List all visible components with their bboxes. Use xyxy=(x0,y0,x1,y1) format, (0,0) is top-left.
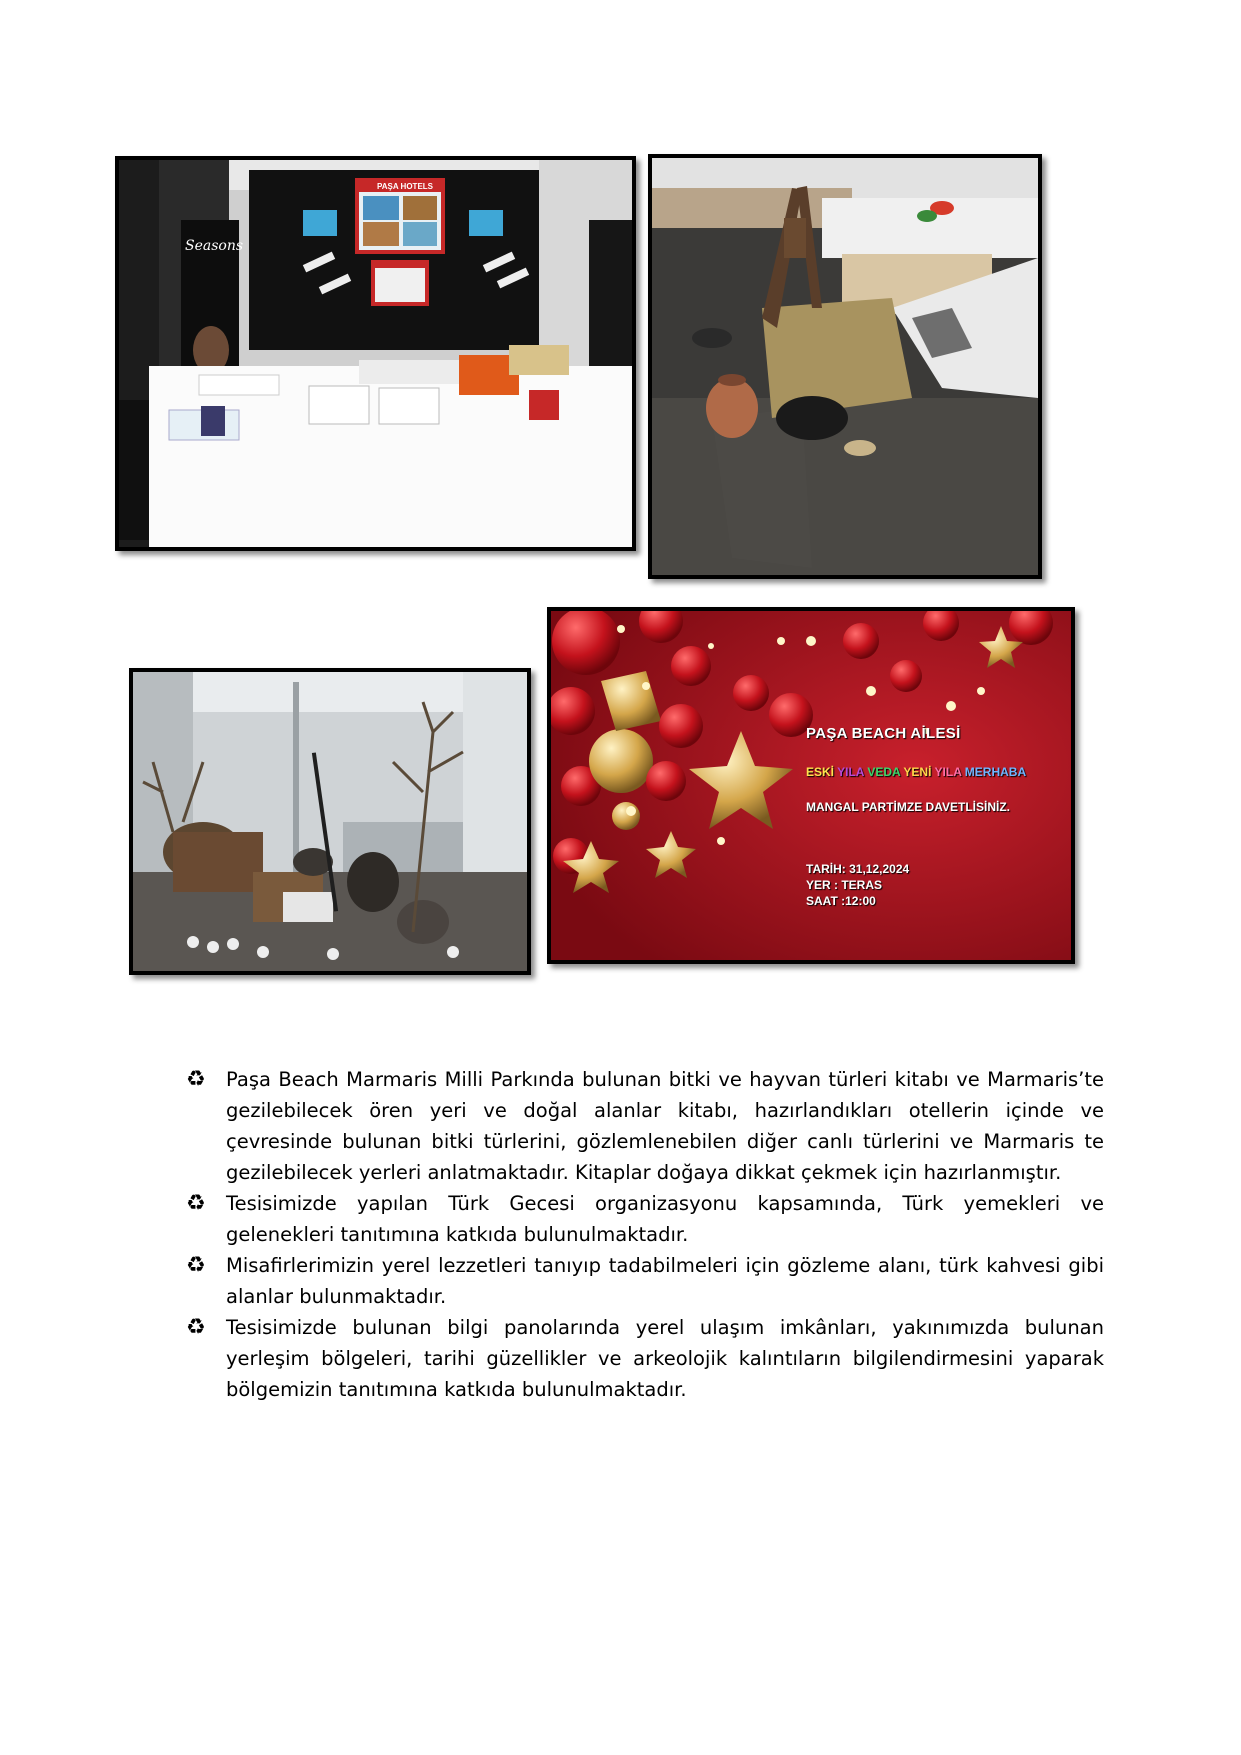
bullet-item xyxy=(186,1312,1104,1405)
bullet-text: Paşa Beach Marmaris Milli Parkında bulunan bitki ve hayvan türleri kitabı ve Marmaris’te gezilebilecek ören yeri ve doğal alanlar kitabı, hazırlandıkları otellerin içinde ve çevresinde bulunan bitki türlerini, gözlemlenebilen diğer canlı türlerini ve Marmaris te gezilebilecek yerleri anlatmaktadır. Kitaplar doğaya dikkat çekmek için hazırlanmıştır. xyxy=(226,1068,1104,1184)
recycle-icon: ♻ xyxy=(186,1253,206,1278)
bullet-item xyxy=(186,1250,1104,1312)
photo-vitrine-decor xyxy=(129,668,531,975)
recycle-icon: ♻ xyxy=(186,1067,206,1092)
poster-invitation-text: MANGAL PARTİMZE DAVETLİSİNİZ. xyxy=(806,800,1010,814)
photo-buffet-decor xyxy=(648,154,1042,579)
poster-title: PAŞA BEACH AİLESİ xyxy=(806,725,961,742)
bullet-text: Misafirlerimizin yerel lezzetleri tanıyıp tadabilmeleri için gözleme alanı, türk kahvesi gibi alanlar bulunmaktadır. xyxy=(226,1254,1104,1308)
poster-date: TARİH: 31,12,2024 xyxy=(806,862,910,876)
poster-greeting-word: ESKİ xyxy=(806,765,835,779)
poster-time: SAAT :12:00 xyxy=(806,894,876,908)
bullet-item xyxy=(186,1064,1104,1188)
poster-greeting-word: VEDA xyxy=(867,765,901,779)
recycle-icon: ♻ xyxy=(186,1315,206,1340)
poster-greeting-word: YILA xyxy=(837,765,865,779)
poster-place: YER : TERAS xyxy=(806,878,883,892)
poster-greeting xyxy=(806,765,1026,779)
bullet-text: Tesisimizde bulunan bilgi panolarında yerel ulaşım imkânları, yakınımızda bulunan yerleşim bölgeleri, tarihi güzellikler ve arkeolojik kalıntıların bilgilendirmesini yaparak bölgemizin tanıtımına katkıda bulunulmaktadır. xyxy=(226,1316,1104,1401)
poster-text-layer xyxy=(551,611,1071,960)
booth-side-sign-text: Seasons xyxy=(185,238,244,254)
recycle-icon: ♻ xyxy=(186,1191,206,1216)
poster-event-info xyxy=(806,861,909,909)
poster-greeting-word: MERHABA xyxy=(964,765,1027,779)
booth-illustration xyxy=(119,160,632,547)
poster-greeting-word: YENİ xyxy=(903,765,932,779)
vitrine-illustration xyxy=(133,672,527,971)
bullet-text: Tesisimizde yapılan Türk Gecesi organizasyonu kapsamında, Türk yemekleri ve gelenekleri tanıtımına katkıda bulunulmaktadır. xyxy=(226,1192,1104,1246)
poster-greeting-word: YILA xyxy=(934,765,962,779)
buffet-illustration xyxy=(652,158,1038,575)
activity-bullet-list xyxy=(186,1064,1104,1405)
bullet-item xyxy=(186,1188,1104,1250)
poster-new-year-invitation xyxy=(547,607,1075,964)
photo-exhibition-booth xyxy=(115,156,636,551)
booth-banner-text: PAŞA HOTELS xyxy=(377,182,434,191)
